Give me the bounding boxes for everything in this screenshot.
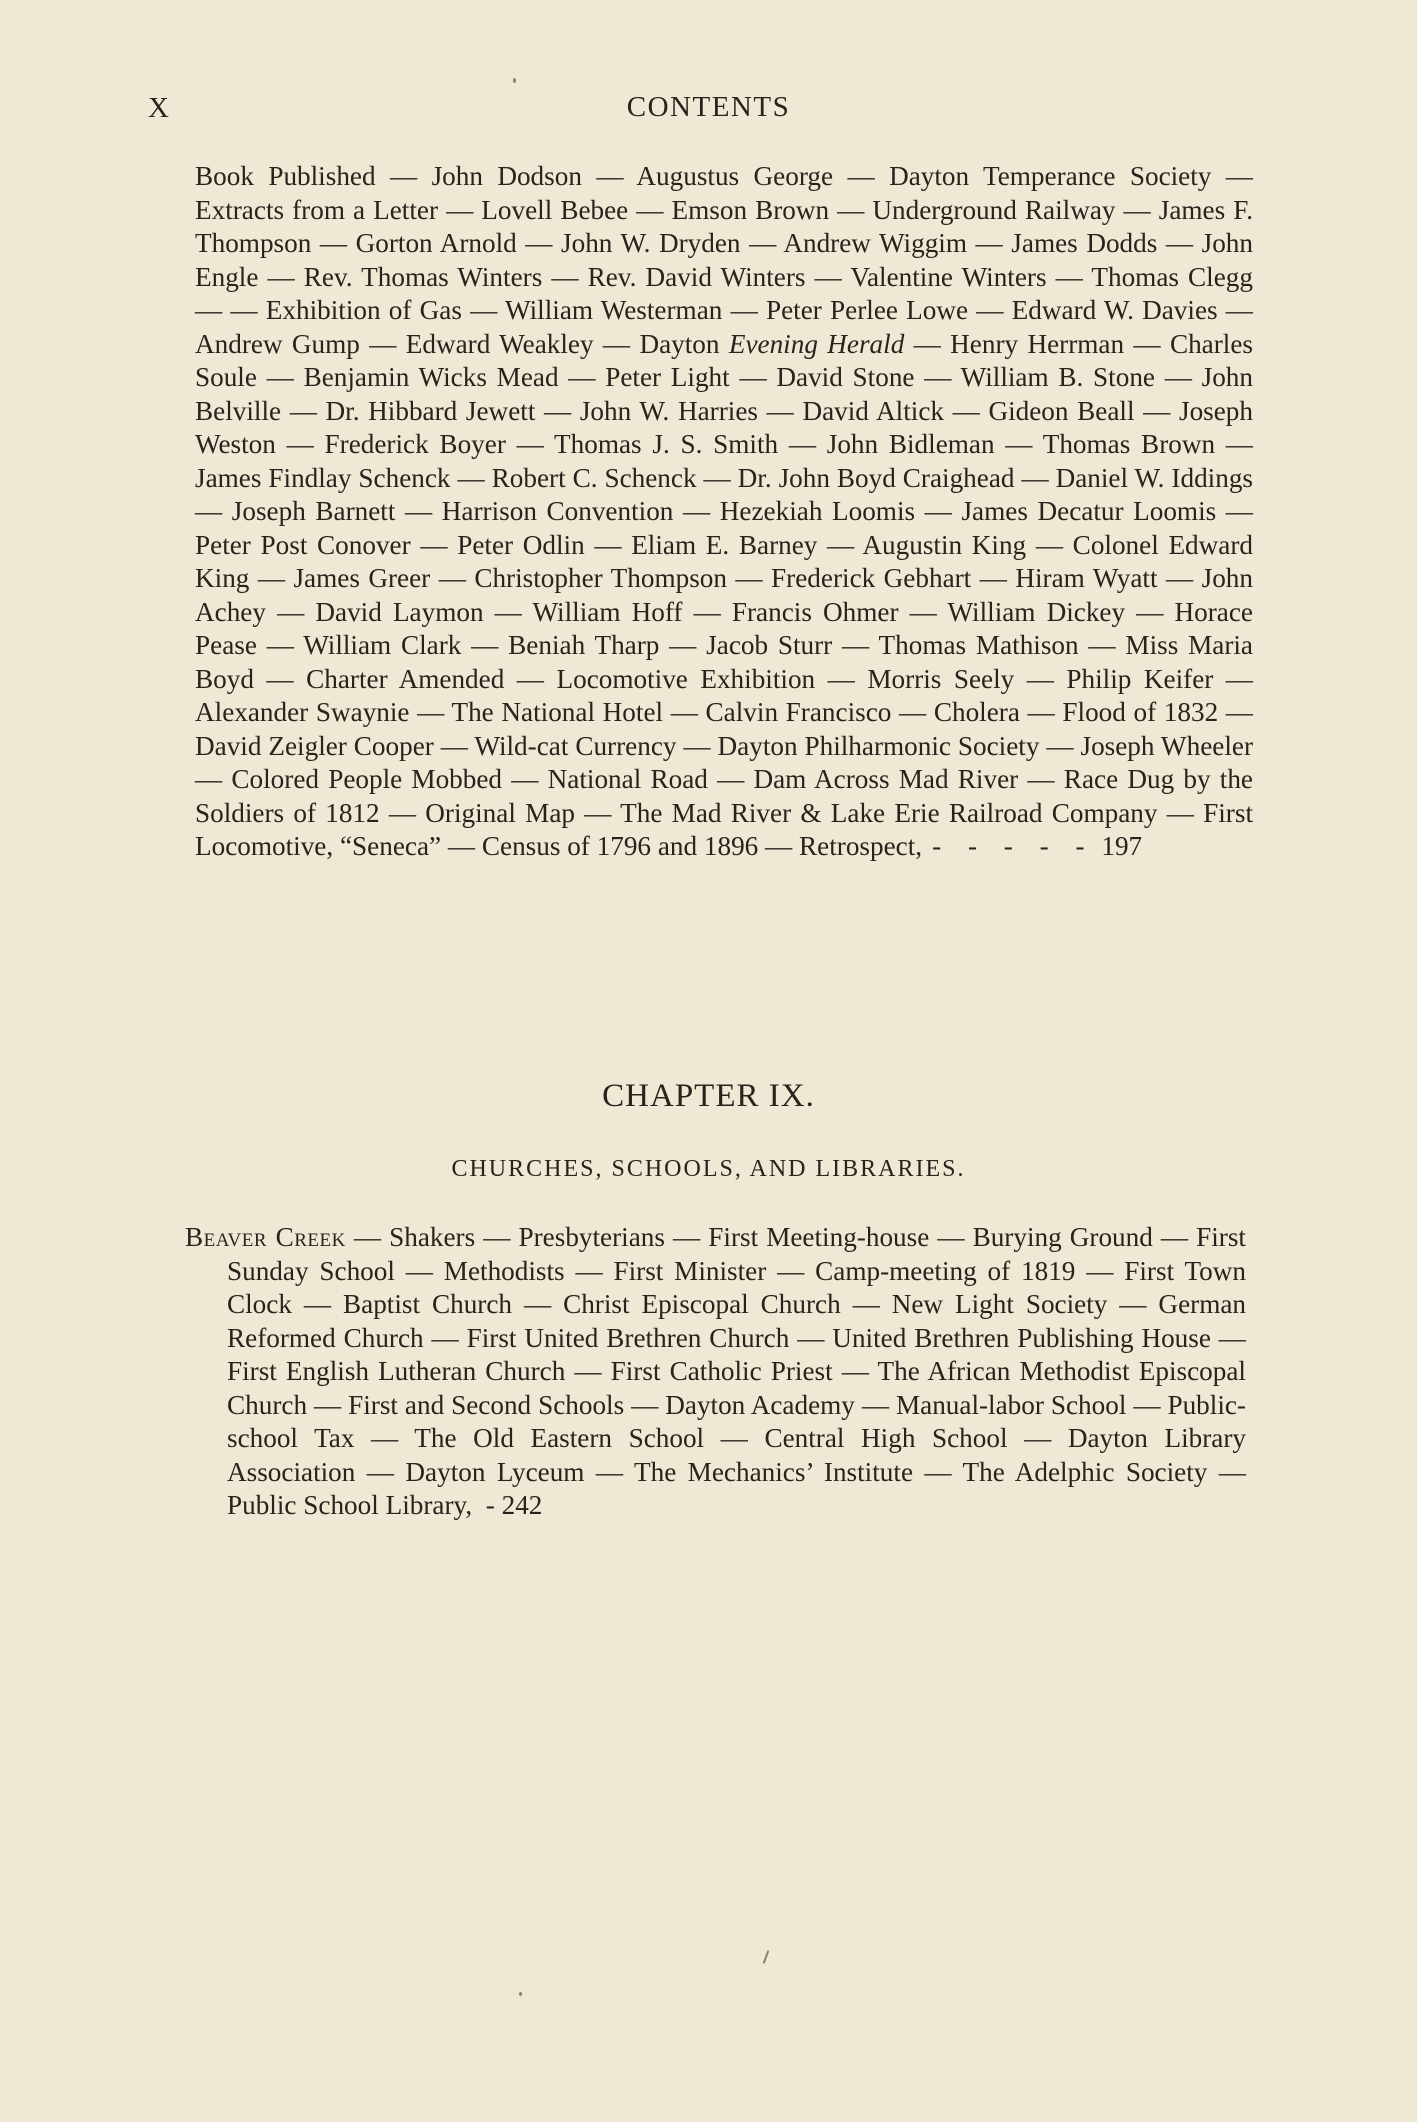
page-reference	[472, 1490, 542, 1520]
chapter-subtitle: CHURCHES, SCHOOLS, AND LIBRARIES.	[451, 1156, 966, 1182]
paper-speck	[763, 1950, 770, 1964]
paper-speck	[513, 78, 516, 83]
toc-entry-chapter-ix	[185, 1221, 1246, 1523]
dot-leader: -	[485, 1490, 495, 1520]
entry-italic-newspaper-title: Evening Herald	[728, 328, 905, 359]
chapter-heading: CHAPTER IX.	[602, 1078, 815, 1114]
running-head: CONTENTS	[626, 91, 791, 123]
toc-entry-chapter-viii	[195, 160, 1253, 864]
entry-text-part-2: — Henry Herrman — Charles Soule — Benjamin Wicks Mead — Peter Light — David Stone — William B. Stone — John Belville — Dr. Hibbard Jewett — John W. Harries — David Altick — Gideon Beall — Joseph Weston — Frederick Boyer — Thomas J. S. Smith — John Bidleman — Thomas Brown — James Findlay Schenck — Robert C. Schenck — Dr. John Boyd Craighead — Daniel W. Iddings — Joseph Barnett — Harrison Convention — Hezekiah Loomis — James Decatur Loomis — Peter Post Conover — Peter Odlin — Eliam E. Barney — Augustin King — Colonel Edward King — James Greer — Christopher Thompson — Frederick Gebhart — Hiram Wyatt — John Achey — David Laymon — William Hoff — Francis Ohmer — William Dickey — Horace Pease — William Clark — Beniah Tharp — Jacob Sturr — Thomas Mathison — Miss Maria Boyd — Charter Amended — Locomotive Exhibition — Morris Seely — Philip Keifer — Alexander Swaynie — The National Hotel — Calvin Francisco — Cholera — Flood of 1832 — David Zeigler Cooper — Wild-cat Currency — Dayton Philharmonic Society — Joseph Wheeler — Colored People Mobbed — National Road — Dam Across Mad River — Race Dug by the Soldiers of 1812 — Original Map — The Mad River & Lake Erie Railroad Company — First Locomotive, “Seneca” — Census of 1796 and 1896 — Retrospect,	[195, 328, 1253, 861]
page-reference	[922, 831, 1142, 861]
page-reference-number: 242	[501, 1490, 543, 1520]
entry-text-part-1: Book Published — John Dodson — Augustus George — Dayton Temperance Society — Extracts from a Letter — Lovell Bebee — Emson Brown — Underground Railway — James F. Thompson — Gorton Arnold — John W. Dryden — Andrew Wiggim — James Dodds — John Engle — Rev. Thomas Winters — Rev. David Winters — Valentine Winters — Thomas Clegg — — Exhibition of Gas — William Westerman — Peter Perlee Lowe — Edward W. Davies — Andrew Gump — Edward Weakley — Dayton	[195, 161, 1253, 359]
entry-text: — Shakers — Presbyterians — First Meeting-house — Burying Ground — First Sunday School — Methodists — First Minister — Camp-meeting of 1819 — First Town Clock — Baptist Church — Christ Episcopal Church — New Light Society — German Reformed Church — First United Brethren Church — United Brethren Publishing House — First English Lutheran Church — First Catholic Priest — The African Methodist Episcopal Church — First and Second Schools — Dayton Academy — Manual-labor School — Public-school Tax — The Old Eastern School — Central High School — Dayton Library Association — Dayton Lyceum — The Mechanics’ Institute — The Adelphic Society — Public School Library,	[227, 1222, 1246, 1520]
page-number: X	[148, 92, 170, 124]
paper-speck	[519, 1992, 522, 1996]
page-reference-number: 197	[1101, 831, 1143, 861]
dot-leader: - - - - -	[932, 831, 1095, 861]
entry-lead-term: Beaver Creek	[185, 1222, 346, 1252]
